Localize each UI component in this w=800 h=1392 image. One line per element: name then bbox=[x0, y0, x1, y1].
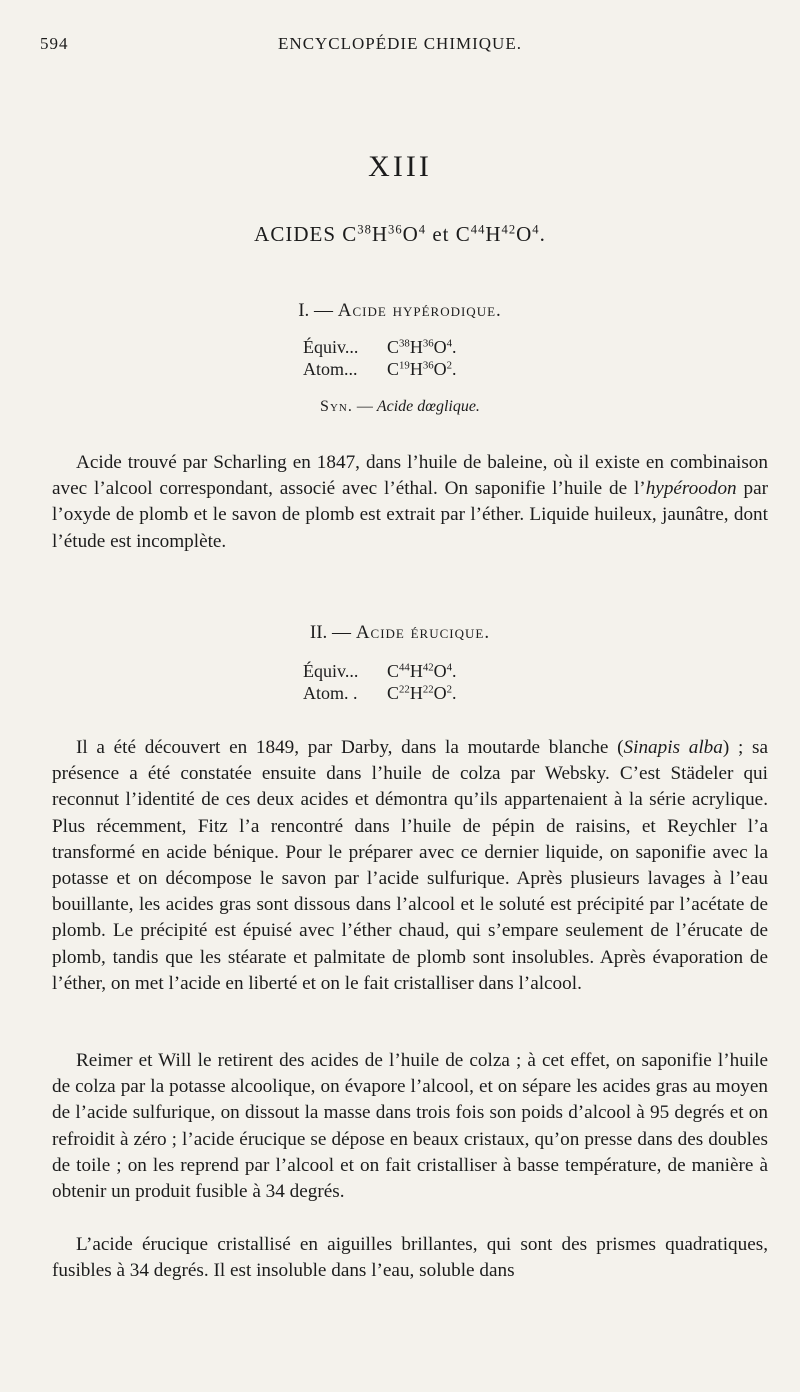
chapter-number: XIII bbox=[368, 150, 432, 183]
paragraph-erucique-3: L’acide érucique cristallisé en aiguilles brillantes, qui sont des prismes quadratiques, fusibles à 34 degrés. Il est insoluble dans l’eau, soluble dans bbox=[52, 1234, 768, 1282]
atom-row bbox=[0, 682, 800, 704]
formula-block-hyperodique bbox=[0, 336, 800, 380]
equiv-label: Équiv... bbox=[303, 337, 359, 357]
atom-label: Atom. . bbox=[303, 683, 358, 703]
page-number: 594 bbox=[40, 34, 69, 53]
paragraph-erucique-2: Reimer et Will le retirent des acides de l’huile de colza ; à cet effet, on saponifie l’huile de colza par la potasse alcoolique, on évapore l’alcool, et on sépare les acides gras au moyen de l’acide sulfurique, on dissout la masse dans trois fois son poids d’alcool à 95 degrés et on refroidit à zéro ; l’acide érucique se dépose en beaux cristaux, qu’on presse dans des doubles de toile ; on les reprend par l’alcool et on fait cristalliser à basse température, de manière à obtenir un produit fusible à 34 degrés. bbox=[52, 1050, 768, 1203]
section-title-hyperodique: I. — Acide hypérodique. bbox=[298, 300, 502, 321]
paragraph-erucique-1: Il a été découvert en 1849, par Darby, dans la moutarde blanche (Sinapis alba) ; sa présence a été constatée ensuite dans l’huile de colza par Websky. C’est Städeler qui reconnut l’identité de ces deux acides et démontra qu’ils appartenaient à la série acrylique. Plus récemment, Fitz l’a rencontré dans l’huile de pépin de raisins, et Reychler l’a transformé en acide bénique. Pour le préparer avec ce dernier liquide, on saponifie avec la potasse et on décompose le savon par l’acide sulfurique. Après plusieurs lavages à l’eau bouillante, les acides gras sont dissous dans l’alcool et le soluté est précipité par l’acétate de plomb. Le précipité est épuisé avec l’éther chaud, qui s’empare seulement de l’érucate de plomb, tandis que les stéarate et palmitate de plomb sont insolubles. Après évaporation de l’éther, on met l’acide en liberté et on le fait cristalliser dans l’alcool. bbox=[52, 737, 768, 994]
equiv-row bbox=[0, 660, 800, 682]
equiv-row bbox=[0, 336, 800, 358]
chapter-formula-2: $C^{44}H^{42}O^4$ bbox=[455, 222, 540, 246]
running-title: ENCYCLOPÉDIE CHIMIQUE. bbox=[278, 34, 522, 53]
page-header bbox=[40, 34, 760, 60]
equiv-formula: $C^{44}H^{42}O^4$. bbox=[387, 661, 457, 681]
formula-block-erucique bbox=[0, 660, 800, 704]
equiv-formula: $C^{38}H^{36}O^4$. bbox=[387, 337, 457, 357]
synonym-value: Acide dœglique. bbox=[376, 398, 480, 415]
chapter-title: ACIDES $C^{38}H^{36}O^4$ et $C^{44}H^{42}O^4$. bbox=[254, 222, 546, 246]
atom-formula: $C^{19}H^{36}O^2$. bbox=[387, 359, 457, 379]
atom-formula: $C^{22}H^{22}O^2$. bbox=[387, 683, 457, 703]
atom-row bbox=[0, 358, 800, 380]
synonym-line: Syn. — Acide dœglique. bbox=[320, 398, 480, 415]
section-title-erucique: II. — Acide érucique. bbox=[309, 622, 491, 643]
equiv-label: Équiv... bbox=[303, 661, 359, 681]
atom-label: Atom... bbox=[303, 359, 358, 379]
paragraph-hyperodique: Acide trouvé par Scharling en 1847, dans l’huile de baleine, où il existe en combinaison avec l’alcool correspondant, associé avec l’éthal. On saponifie l’huile de l’hypéroodon par l’oxyde de plomb et le savon de plomb est extrait par l’éther. Liquide huileux, jaunâtre, dont l’étude est incomplète. bbox=[52, 452, 768, 552]
chapter-formula-1: $C^{38}H^{36}O^4$ bbox=[342, 222, 427, 246]
